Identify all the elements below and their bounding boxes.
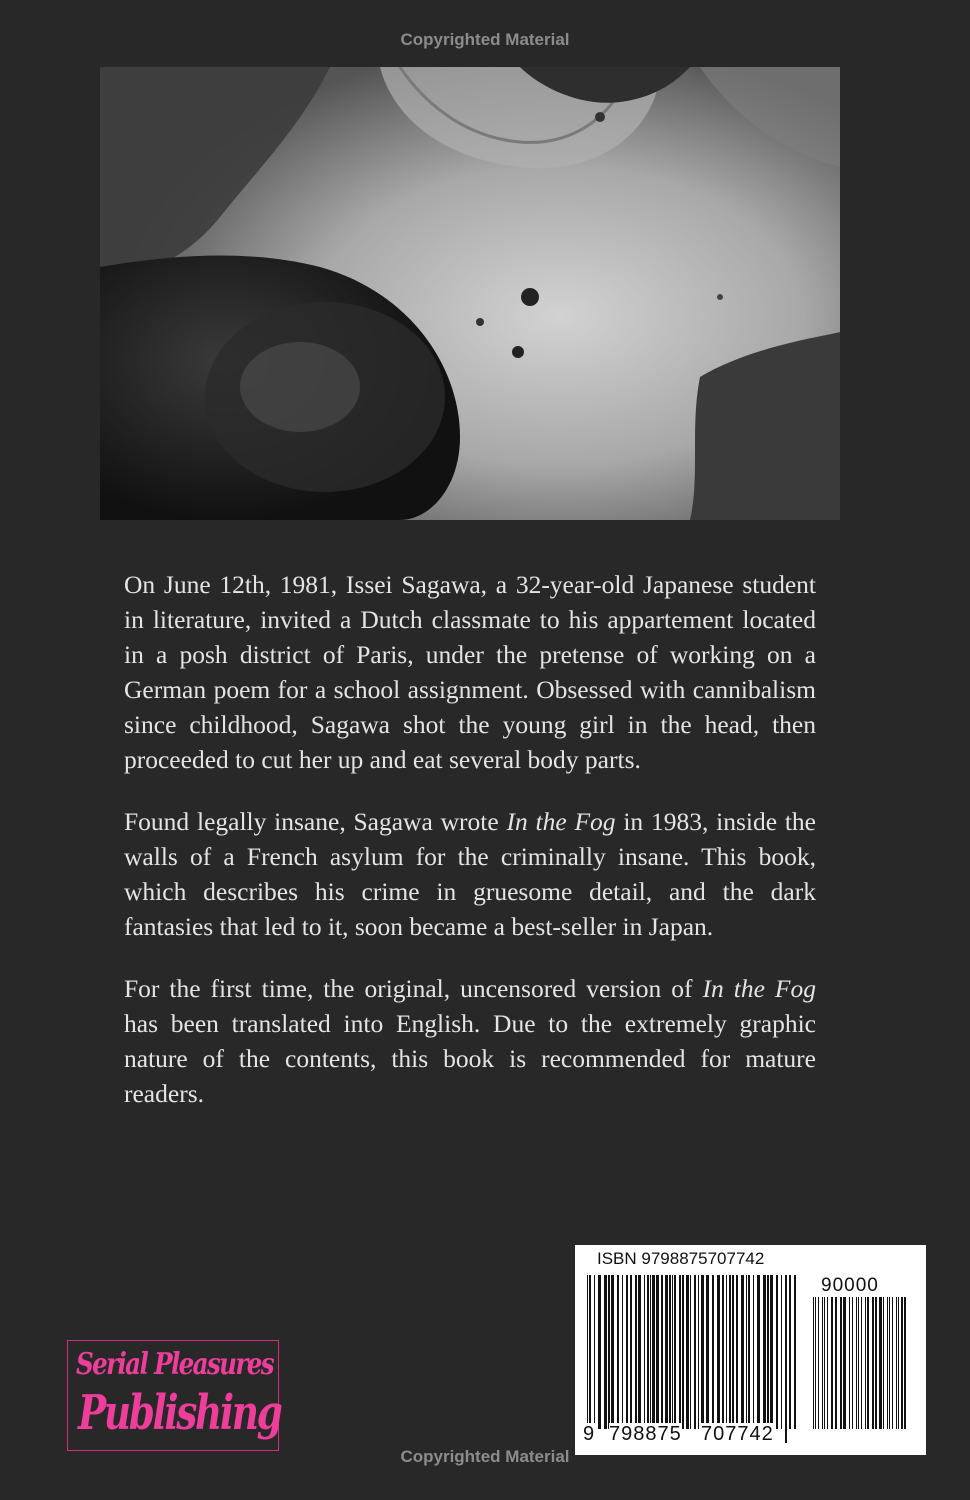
barcode-bar <box>587 1275 588 1443</box>
barcode-bar <box>669 1275 671 1429</box>
publisher-logo-line2: Publishing <box>78 1385 281 1441</box>
barcode-bar <box>767 1275 769 1429</box>
barcode-bar <box>867 1297 869 1429</box>
barcode-bar <box>722 1275 724 1429</box>
publisher-logo-line1: Serial Pleasures <box>76 1347 273 1382</box>
blurb-p2-end: in 1983, inside the walls of a French asylum for the criminally insane. This book, which describes his crime in gruesome detail, and the dark fantasies that led to it, soon became a best-seller in Japan. <box>124 807 816 941</box>
barcode-bar <box>781 1275 782 1429</box>
barcode-bar <box>698 1275 699 1429</box>
barcode-bar <box>852 1297 853 1429</box>
barcode-bar <box>785 1275 787 1443</box>
cover-photo <box>100 67 840 520</box>
barcode-bar <box>794 1275 796 1429</box>
barcode-bar <box>818 1297 819 1429</box>
barcode-bar <box>896 1297 897 1429</box>
barcode-bar <box>635 1275 637 1429</box>
barcode-bar <box>831 1297 833 1429</box>
barcode-bar <box>875 1297 877 1429</box>
barcode-bar <box>622 1275 623 1429</box>
barcode-bar <box>604 1275 607 1429</box>
barcode-bar <box>901 1297 903 1429</box>
barcode-bar <box>827 1297 828 1429</box>
barcode-bar <box>679 1275 681 1429</box>
barcode-bar <box>822 1297 823 1429</box>
barcode-bar <box>626 1275 628 1429</box>
barcode-digits-right: 707742 <box>701 1423 774 1445</box>
barcode-bar <box>887 1297 888 1429</box>
barcode-bar <box>892 1297 893 1429</box>
photo-image <box>100 67 840 520</box>
barcode-digit-first: 9 <box>583 1423 596 1445</box>
barcode-bar <box>589 1275 591 1443</box>
barcode-bar <box>835 1297 837 1429</box>
barcode-bar <box>706 1275 709 1429</box>
barcode-bar <box>717 1275 720 1443</box>
barcode-bar <box>638 1275 641 1429</box>
barcode-bar <box>883 1297 884 1429</box>
barcode-bar <box>726 1275 727 1429</box>
barcode-bar <box>611 1275 614 1429</box>
blurb-paragraph-3 <box>124 971 816 1111</box>
barcode-bar <box>690 1275 691 1429</box>
barcode-bar <box>594 1275 595 1443</box>
barcode-bar <box>652 1275 655 1443</box>
barcode-bar <box>665 1275 668 1429</box>
barcode-bar <box>746 1275 747 1429</box>
blurb-p3-end: has been translated into English. Due to the extremely graphic nature of the contents, this book is recommended for mature readers. <box>124 1009 816 1108</box>
barcode-bar <box>840 1297 842 1429</box>
barcode-bar <box>748 1275 750 1429</box>
barcode-bar <box>674 1275 676 1429</box>
barcode-bar <box>789 1275 791 1429</box>
watermark-top: Copyrighted Material <box>400 30 570 49</box>
price-code: 90000 <box>821 1275 879 1296</box>
barcode-bar <box>686 1275 689 1429</box>
blurb-paragraph-1: On June 12th, 1981, Issei Sagawa, a 32-year-old Japanese student in literature, invited a Dutch classmate to his appartement located in a posh district of Paris, under the pretense of working on a German poem for a school assignment. Obsessed with cannibalism since childhood, Sagawa shot the young girl in the head, then proceeded to cut her up and eat several body parts. <box>124 570 816 774</box>
barcode-bar <box>644 1275 645 1429</box>
barcode-bars <box>585 1275 800 1443</box>
barcode-bar <box>813 1297 814 1429</box>
book-title-italic: In the Fog <box>702 974 816 1003</box>
back-cover-blurb <box>124 567 816 1138</box>
barcode-bar <box>770 1275 773 1429</box>
barcode-bar <box>815 1297 816 1429</box>
barcode-bar <box>694 1275 696 1429</box>
barcode-bar <box>889 1297 890 1429</box>
barcode-bar <box>757 1275 760 1429</box>
barcode-bar <box>763 1275 766 1429</box>
barcode-bar <box>753 1275 754 1429</box>
barcode-bar <box>736 1275 738 1429</box>
barcode-bar <box>898 1297 899 1429</box>
blurb-paragraph-2 <box>124 804 816 944</box>
barcode-bar <box>672 1275 673 1429</box>
barcode-bar <box>656 1275 659 1429</box>
barcode-digits-left: 798875 <box>609 1423 682 1445</box>
barcode-bar <box>904 1297 906 1429</box>
barcode-bar <box>650 1275 651 1429</box>
barcode-bar <box>858 1297 859 1429</box>
barcode-bar <box>661 1275 663 1429</box>
barcode-bar <box>856 1297 857 1429</box>
barcode-bar <box>701 1275 704 1429</box>
barcode-bar <box>872 1297 874 1429</box>
barcode-bar <box>682 1275 684 1429</box>
barcode-bar <box>776 1275 778 1429</box>
barcode-bar <box>741 1275 744 1429</box>
barcode-bar <box>879 1297 882 1429</box>
barcode-bar <box>861 1297 862 1429</box>
blurb-p3-start: For the first time, the original, uncensored version of <box>124 974 703 1003</box>
barcode-bar <box>732 1275 734 1429</box>
isbn-barcode <box>575 1245 926 1455</box>
barcode-bar <box>608 1275 610 1429</box>
barcode-bar <box>849 1297 850 1429</box>
isbn-label: ISBN 9798875707742 <box>597 1249 765 1268</box>
barcode-bar <box>865 1297 866 1429</box>
barcode-bar <box>824 1297 825 1429</box>
watermark-bottom: Copyrighted Material <box>400 1447 570 1466</box>
blurb-p2-start: Found legally insane, Sagawa wrote <box>124 807 507 836</box>
publisher-logo <box>67 1340 279 1451</box>
barcode-bar <box>617 1275 619 1429</box>
barcode-bar <box>843 1297 846 1429</box>
book-title-italic: In the Fog <box>506 807 616 836</box>
barcode-bar <box>647 1275 649 1429</box>
barcode-addon-bars <box>811 1297 911 1443</box>
barcode-bar <box>712 1275 714 1429</box>
barcode-bar <box>598 1275 601 1429</box>
barcode-bar <box>630 1275 632 1429</box>
barcode-bar <box>729 1275 731 1429</box>
